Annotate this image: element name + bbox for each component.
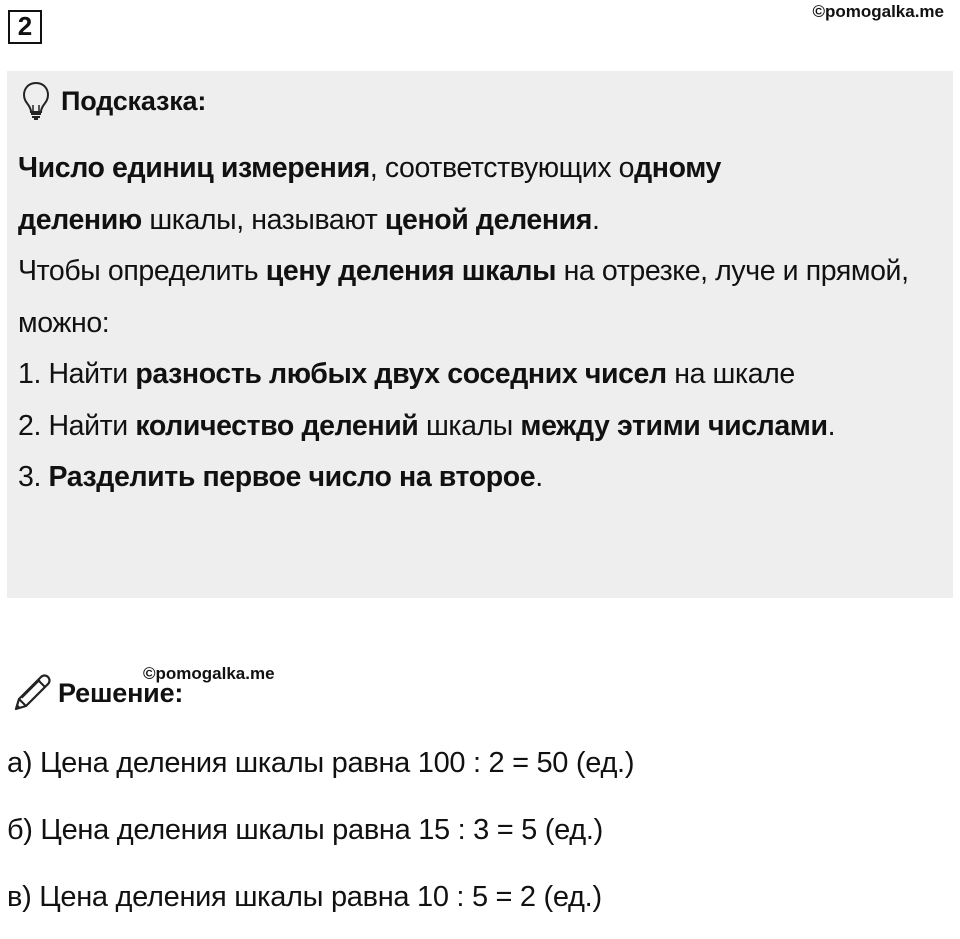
hint-header	[21, 81, 206, 121]
hint-text	[18, 143, 948, 504]
pencil-icon	[10, 671, 54, 715]
watermark-middle: ©pomogalka.me	[143, 664, 275, 683]
solution-line-c: в) Цена деления шкалы равна 10 : 5 = 2 (ед.)	[7, 881, 602, 913]
solution-title: Решение:	[58, 677, 184, 708]
watermark-top: ©pomogalka.me	[812, 2, 944, 21]
hint-title: Подсказка:	[61, 85, 207, 116]
hint-step-3: 3. Разделить первое число на второе.	[18, 461, 543, 493]
lightbulb-icon	[21, 81, 51, 121]
solution-header	[10, 670, 183, 716]
solution-lines	[7, 738, 634, 939]
task-number: 2	[8, 10, 42, 44]
solution-line-a: а) Цена деления шкалы равна 100 : 2 = 50 (ед.)	[7, 747, 635, 779]
hint-step-1: 1. Найти разность любых двух соседних чисел на шкале	[18, 358, 795, 390]
solution-line-b: б) Цена деления шкалы равна 15 : 3 = 5 (ед.)	[7, 814, 603, 846]
hint-intro: Чтобы определить цену деления шкалы на отрезке, луче и прямой, можно:	[18, 255, 909, 339]
hint-step-2: 2. Найти количество делений шкалы между этими числами.	[18, 409, 836, 442]
hint-box	[7, 71, 953, 598]
hint-definition: Число единиц измерения, соответствующих одному делению шкалы, называют ценой деления.	[18, 152, 721, 236]
